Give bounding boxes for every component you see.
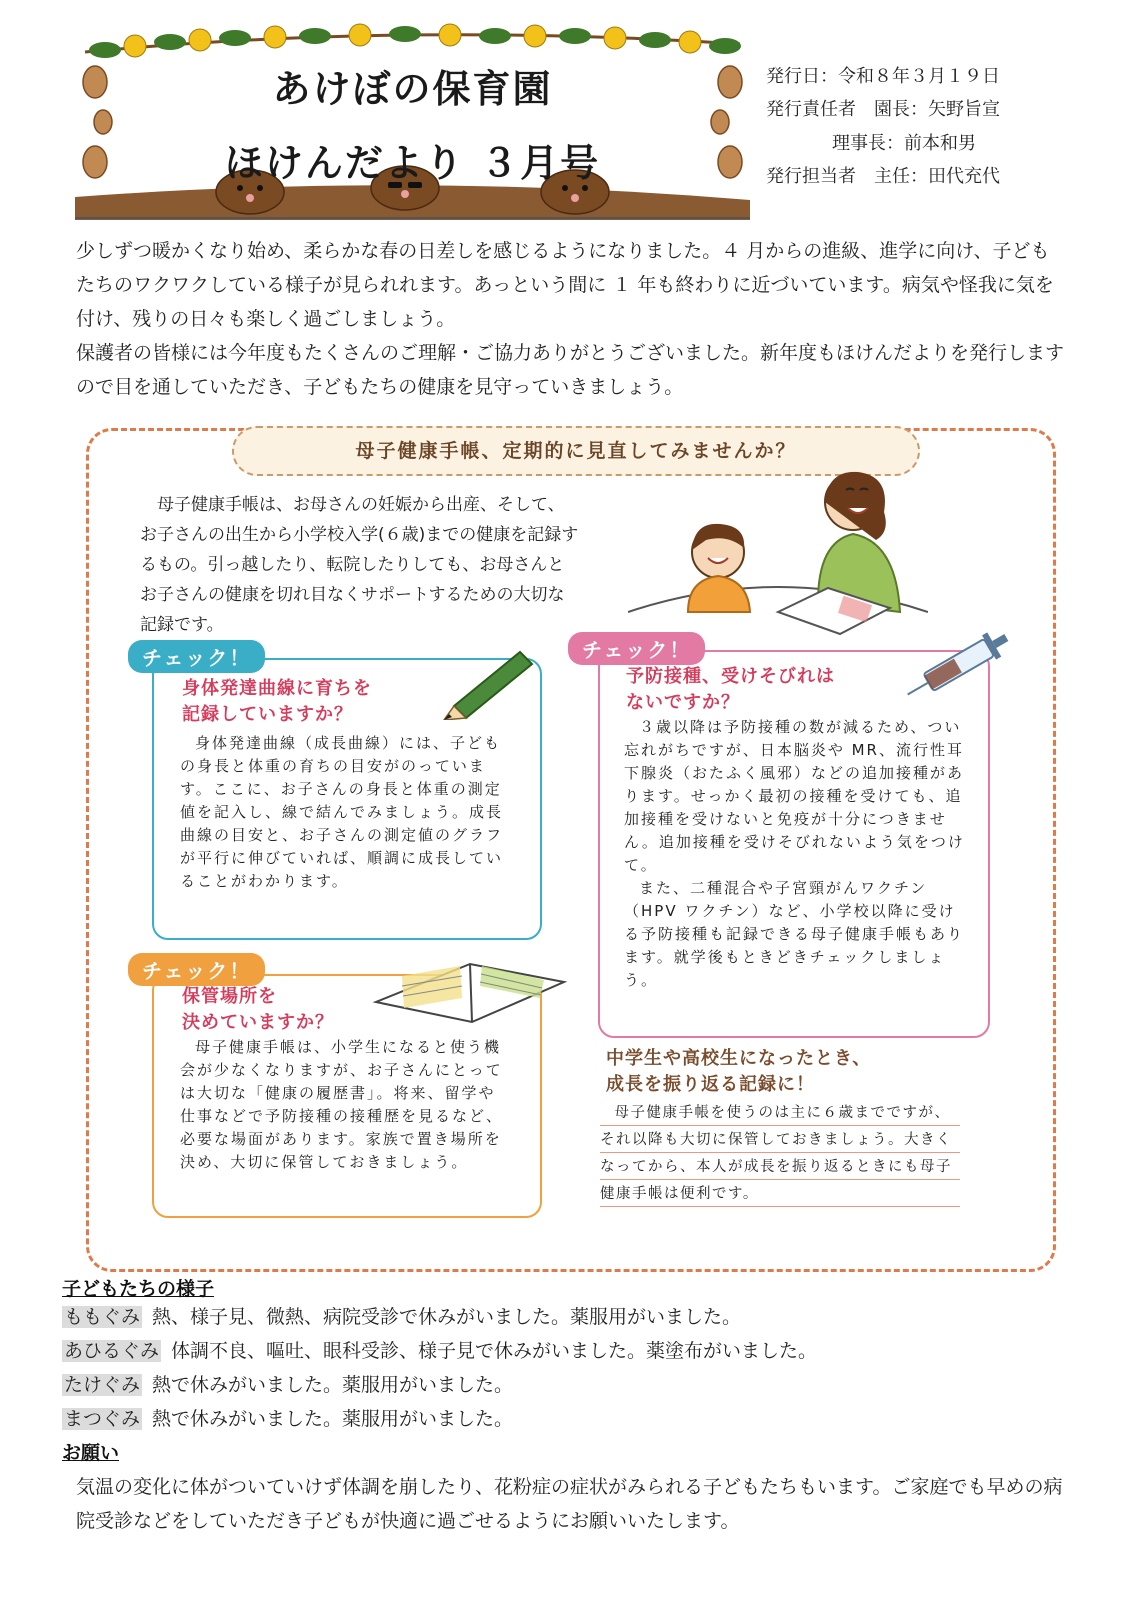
publisher-chair: 理事長：前本和男	[832, 133, 976, 154]
class-name-take: たけぐみ	[64, 1374, 141, 1396]
intro-paragraph-2: 保護者の皆様には今年度もたくさんのご理解・ご協力ありがとうございました。新年度もほけんだよりを発行しますので目を通していただき、子どもたちの健康を見守っていきましょう。	[76, 342, 1065, 398]
check-badge-growth: チェック！	[128, 640, 265, 673]
growth-card-body: 身体発達曲線（成長曲線）には、子どもの身長と体重の育ちの目安がのっています。ここに、お子さんの身長と体重の測定値を記入し、線で結んでみましょう。成長曲線の目安と、お子さんの測定値のグラフが平行に伸びていれば、順調に成長していることがわかります。	[180, 734, 504, 890]
later-heading-line2: 成長を振り返る記録に！	[606, 1074, 815, 1095]
request-section-title: お願い	[62, 1442, 120, 1464]
vaccination-heading-line2: ないですか？	[626, 692, 740, 713]
later-heading-line1: 中学生や高校生になったとき、	[606, 1048, 872, 1069]
publisher-director: 発行責任者 園長：矢野旨宣	[766, 99, 1000, 120]
class-row-take	[62, 1370, 513, 1400]
check-badge-storage: チェック！	[128, 953, 265, 986]
growth-heading-line2: 記録していますか？	[182, 704, 353, 725]
class-name-momo: ももぐみ	[64, 1306, 141, 1328]
storage-heading-line2: 決めていますか？	[182, 1012, 334, 1033]
check-badge-vaccination: チェック！	[568, 632, 705, 665]
publisher-staff: 発行担当者 主任：田代充代	[766, 166, 1000, 187]
later-life-body: 母子健康手帳を使うのは主に６歳までですが、それ以降も大切に保管しておきましょう。大きくなってから、本人が成長を振り返るときにも母子健康手帳は便利です。	[600, 1100, 960, 1208]
growth-heading-line1: 身体発達曲線に育ちを	[182, 678, 372, 699]
class-row-matsu	[62, 1404, 513, 1434]
class-status-take: 熱で休みがいました。薬服用がいました。	[152, 1374, 514, 1396]
publish-date: 発行日：令和８年３月１９日	[766, 66, 1000, 87]
later-life-heading	[606, 1046, 871, 1098]
class-row-ahiru	[62, 1336, 817, 1366]
storage-heading-line1: 保管場所を	[182, 986, 277, 1007]
request-body: 気温の変化に体がついていけず体調を崩したり、花粉症の症状がみられる子どもたちもいます。ご家庭でも早めの病院受診などをしていただき子どもが快適に過ごせるようにお願いいたします。	[76, 1476, 1063, 1532]
vaccination-card-heading	[626, 664, 835, 716]
vaccination-heading-line1: 予防接種、受けそびれは	[626, 666, 835, 687]
storage-card-heading	[182, 984, 334, 1036]
class-status-matsu: 熱で休みがいました。薬服用がいました。	[152, 1408, 514, 1430]
vaccination-card-body	[624, 716, 966, 992]
class-name-matsu: まつぐみ	[64, 1408, 141, 1430]
storage-card-body: 母子健康手帳は、小学生になると使う機会が少なくなりますが、お子さんにとっては大切な「健康の履歴書」。将来、留学や仕事などで予防接種の接種歴を見るなど、必要な場面があります。家族で置き場所を決め、大切に保管しておきましょう。	[180, 1038, 504, 1171]
class-row-momo	[62, 1302, 741, 1332]
newsletter-title: ほけんだより ３月号	[224, 141, 601, 185]
panel-title: 母子健康手帳、定期的に見直してみませんか？	[232, 426, 920, 476]
panel-intro-text: 母子健康手帳は、お母さんの妊娠から出産、そして、お子さんの出生から小学校入学(６歳)までの健康を記録するもの。引っ越したり、転院したりしても、お母さんとお子さんの健康を切れ目なくサポートするための大切な記録です。	[140, 495, 579, 635]
header-frame-illustration	[75, 22, 750, 220]
class-status-momo: 熱、様子見、微熱、病院受診で休みがいました。薬服用がいました。	[152, 1306, 742, 1328]
mother-child-illustration	[628, 462, 928, 638]
vaccination-body-paragraph-1: ３歳以降は予防接種の数が減るため、つい忘れがちですが、日本脳炎や MR、流行性耳下腺炎（おたふく風邪）などの追加接種があります。せっかく最初の接種を受けても、追加接種を受けないと免疫が十分につきません。追加接種を受けそびれないよう気をつけて。	[624, 718, 965, 874]
open-handbook-icon	[372, 936, 568, 1032]
newsletter-school-name: あけぼの保育園	[272, 67, 553, 111]
children-section-title: 子どもたちの様子	[62, 1278, 215, 1300]
class-name-ahiru: あひるぐみ	[64, 1340, 160, 1362]
pencil-icon	[440, 644, 536, 720]
syringe-icon	[894, 626, 1020, 706]
vaccination-body-paragraph-2: また、二種混合や子宮頸がんワクチン（HPV ワクチン）など、小学校以降に受ける予防接種も記録できる母子健康手帳もあります。就学後もときどきチェックしましょう。	[624, 879, 965, 989]
class-status-ahiru: 体調不良、嘔吐、眼科受診、様子見で休みがいました。薬塗布がいました。	[171, 1340, 818, 1362]
intro-paragraph-1: 少しずつ暖かくなり始め、柔らかな春の日差しを感じるようになりました。４ 月からの進級、進学に向け、子どもたちのワクワクしている様子が見られれます。あっという間に １ 年も終わりに近づいています。病気や怪我に気を付け、残りの日々も楽しく過ごしましょう。	[76, 240, 1054, 330]
growth-card-heading	[182, 676, 372, 728]
